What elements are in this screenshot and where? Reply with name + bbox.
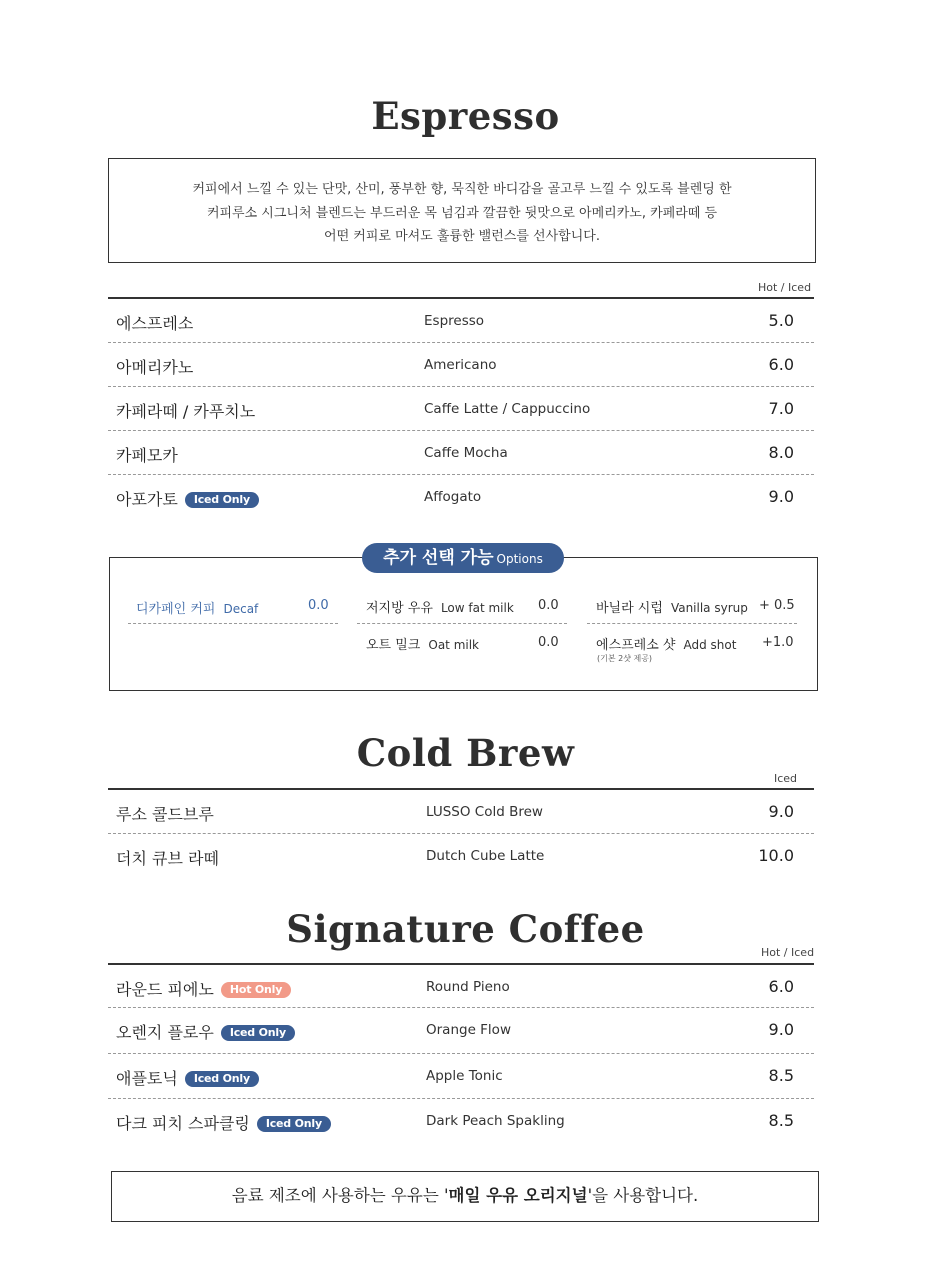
- option-note: (기본 2샷 제공): [597, 654, 653, 663]
- option-oat-milk: [366, 634, 479, 653]
- iced-only-badge: Iced Only: [185, 492, 259, 508]
- options-label-en: Options: [496, 552, 543, 566]
- item-name-en: Caffe Latte / Cappuccino: [424, 401, 591, 417]
- menu-row: [108, 1099, 814, 1143]
- menu-row: [108, 343, 814, 387]
- espresso-col-header: Hot / Iced: [758, 281, 812, 294]
- milk-notice-suffix: '을 사용합니다.: [587, 1186, 699, 1205]
- cold-brew-title: Cold Brew: [356, 731, 575, 775]
- signature-title: Signature Coffee: [286, 907, 645, 951]
- option-price: + 0.5: [759, 598, 795, 613]
- item-name-ko-text: 애플토닉: [116, 1069, 178, 1088]
- item-name-en: Affogato: [424, 489, 482, 505]
- option-decaf: [136, 598, 258, 617]
- options-label-pill: [362, 543, 564, 573]
- signature-col-header: Hot / Iced: [761, 946, 815, 959]
- item-price: 6.0: [768, 355, 794, 374]
- item-name-ko: [116, 1111, 331, 1134]
- item-price: 9.0: [768, 487, 794, 506]
- menu-row: [108, 431, 814, 475]
- milk-notice-box: [111, 1171, 819, 1222]
- option-price: 0.0: [538, 598, 559, 613]
- item-name-en: Orange Flow: [426, 1022, 511, 1038]
- option-price: 0.0: [538, 635, 559, 650]
- item-price: 6.0: [768, 977, 794, 996]
- item-name-en: Americano: [424, 357, 497, 373]
- item-price: 5.0: [768, 311, 794, 330]
- item-name-ko: [116, 1066, 259, 1089]
- option-price: +1.0: [762, 635, 794, 650]
- menu-row: [108, 299, 814, 343]
- espresso-title: Espresso: [371, 94, 560, 138]
- item-name-ko: 아메리카노: [116, 358, 194, 377]
- option-name-ko: 저지방 우유: [366, 601, 433, 616]
- item-name-ko-text: 다크 피치 스파클링: [116, 1114, 250, 1133]
- option-name-en: Decaf: [223, 602, 259, 616]
- menu-row: [108, 834, 814, 878]
- item-name-en: Dutch Cube Latte: [426, 848, 545, 864]
- item-name-en: Apple Tonic: [426, 1068, 503, 1084]
- espresso-intro-box: [108, 158, 816, 263]
- option-name-ko: 디카페인 커피: [136, 602, 216, 617]
- option-name-en: Oat milk: [428, 638, 479, 652]
- item-name-ko: 카페라떼 / 카푸치노: [116, 402, 256, 421]
- item-price: 8.0: [768, 443, 794, 462]
- options-label-ko: 추가 선택 가능: [383, 548, 494, 568]
- options-box: [109, 557, 818, 691]
- item-name-ko: 에스프레소: [116, 314, 194, 333]
- item-name-en: Dark Peach Spakling: [426, 1113, 565, 1129]
- option-divider: [587, 623, 797, 624]
- item-name-ko-text: 아포가토: [116, 490, 178, 509]
- option-name-ko: 에스프레소 샷: [596, 638, 676, 653]
- option-divider: [357, 623, 567, 624]
- item-name-ko: 더치 큐브 라떼: [116, 849, 219, 868]
- item-name-en: Caffe Mocha: [424, 445, 508, 461]
- item-name-en: Round Pieno: [426, 979, 510, 995]
- item-name-en: Espresso: [424, 313, 485, 329]
- item-price: 8.5: [768, 1066, 794, 1085]
- menu-row: [108, 965, 814, 1008]
- item-name-ko-text: 오렌지 플로우: [116, 1023, 214, 1042]
- milk-notice-prefix: 음료 제조에 사용하는 우유는 ': [231, 1186, 449, 1205]
- option-divider: [128, 623, 338, 624]
- menu-row: [108, 387, 814, 431]
- option-name-ko: 바닐라 시럽: [596, 601, 663, 616]
- item-price: 7.0: [768, 399, 794, 418]
- option-name-en: Vanilla syrup: [670, 601, 748, 615]
- menu-row: [108, 1008, 814, 1054]
- item-name-ko: 카페모카: [116, 446, 178, 465]
- item-price: 8.5: [768, 1111, 794, 1130]
- iced-only-badge: Iced Only: [257, 1116, 331, 1132]
- cold-brew-col-header: Iced: [774, 772, 798, 785]
- item-name-ko: 루소 콜드브루: [116, 805, 214, 824]
- option-name-en: Add shot: [683, 638, 737, 652]
- hot-only-badge: Hot Only: [221, 982, 291, 998]
- option-price: 0.0: [308, 598, 329, 613]
- menu-row: [108, 475, 814, 519]
- option-low-fat-milk: [366, 597, 514, 616]
- item-price: 9.0: [768, 1020, 794, 1039]
- option-add-shot: [596, 634, 736, 653]
- intro-line: 커피에서 느낄 수 있는 단맛, 산미, 풍부한 향, 묵직한 바디감을 골고루 느낄 수 있도록 블렌딩 한: [192, 182, 732, 197]
- item-price: 9.0: [768, 802, 794, 821]
- item-name-ko-text: 라운드 피에노: [116, 980, 214, 999]
- milk-brand: 매일 우유 오리지널: [448, 1186, 588, 1205]
- option-name-en: Low fat milk: [440, 601, 514, 615]
- option-vanilla-syrup: [596, 597, 748, 616]
- intro-line: 어떤 커피로 마셔도 훌륭한 밸런스를 선사합니다.: [324, 229, 600, 244]
- item-price: 10.0: [758, 846, 794, 865]
- menu-row: [108, 790, 814, 834]
- menu-row: [108, 1054, 814, 1099]
- item-name-en: LUSSO Cold Brew: [426, 804, 543, 820]
- item-name-ko: [116, 1020, 295, 1043]
- iced-only-badge: Iced Only: [185, 1071, 259, 1087]
- item-name-ko: [116, 977, 291, 1000]
- iced-only-badge: Iced Only: [221, 1025, 295, 1041]
- item-name-ko: [116, 487, 259, 510]
- intro-line: 커피루소 시그니처 블렌드는 부드러운 목 넘김과 깔끔한 뒷맛으로 아메리카노, 카페라떼 등: [206, 205, 718, 221]
- option-name-ko: 오트 밀크: [366, 638, 421, 653]
